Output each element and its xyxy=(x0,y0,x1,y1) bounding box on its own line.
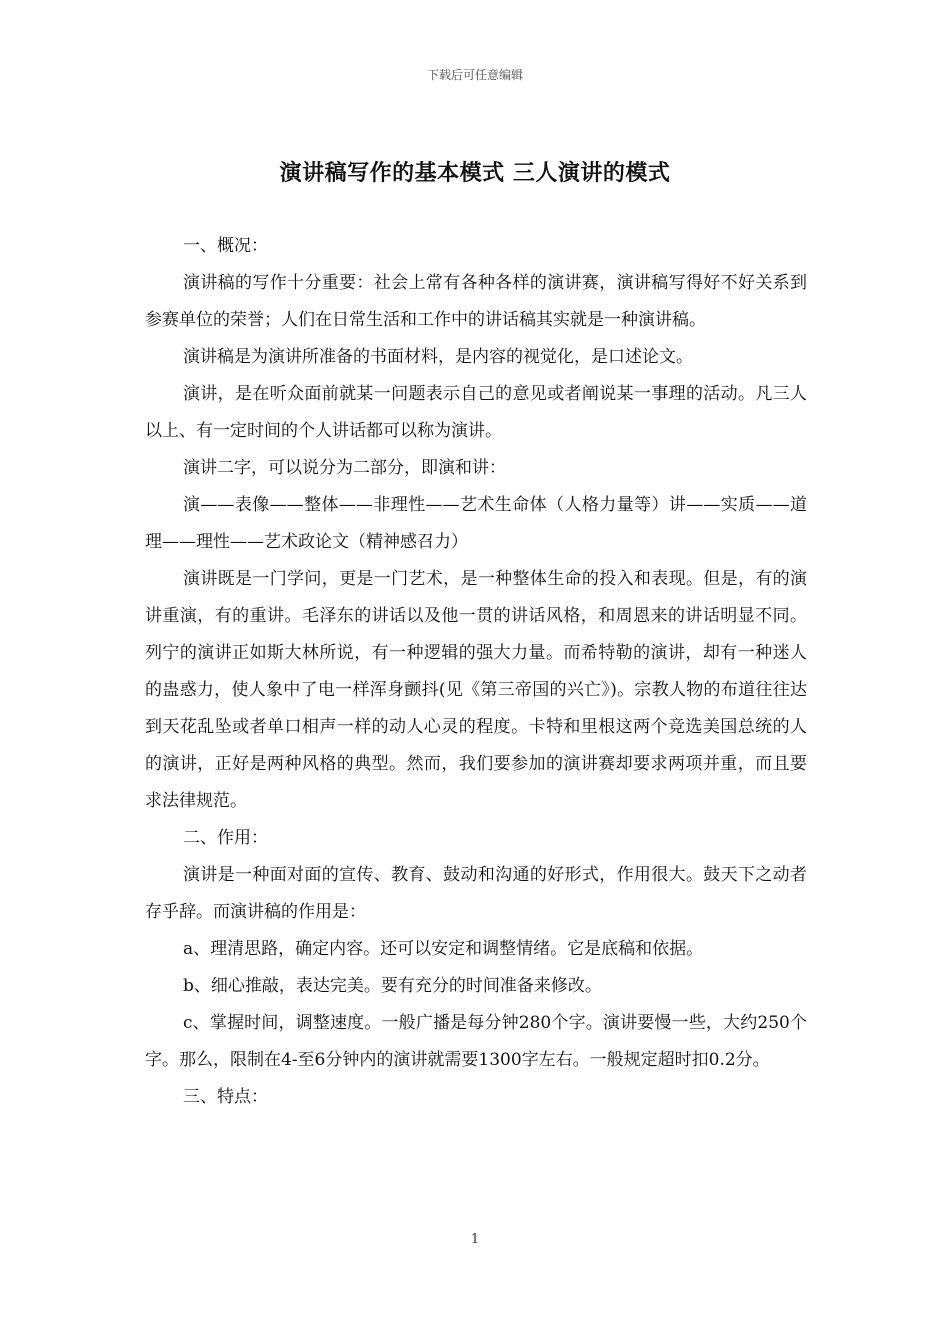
section-heading-overview: 一、概况： xyxy=(183,236,268,256)
paragraph: 演讲稿是为演讲所准备的书面材料，是内容的视觉化，是口述论文。 xyxy=(183,347,693,367)
paragraph: 演讲是一种面对面的宣传、教育、鼓动和沟通的好形式，作用很大。鼓天下之动者存乎辞。而演讲稿的作用是： xyxy=(145,865,807,922)
paragraph: 演讲稿的写作十分重要：社会上常有各种各样的演讲赛，演讲稿写得好不好关系到参赛单位的荣誉；人们在日常生活和工作中的讲话稿其实就是一种演讲稿。 xyxy=(145,273,807,330)
list-item: a、理清思路，确定内容。还可以安定和调整情绪。它是底稿和依据。 xyxy=(183,939,704,959)
paragraph: 演讲二字，可以说分为二部分，即演和讲： xyxy=(183,458,506,478)
document-body xyxy=(145,228,807,1116)
paragraph: 演讲既是一门学问，更是一门艺术，是一种整体生命的投入和表现。但是，有的演讲重演，有的重讲。毛泽东的讲话以及他一贯的讲话风格，和周恩来的讲话明显不同。列宁的演讲正如斯大林所说，有一种逻辑的强大力量。而希特勒的演讲，却有一种迷人的蛊惑力，使人象中了电一样浑身颤抖(见《第三帝国的兴亡》)。宗教人物的布道往往达到天花乱坠或者单口相声一样的动人心灵的程度。卡特和里根这两个竞选美国总统的人的演讲，正好是两种风格的典型。然而，我们要参加的演讲赛却要求两项并重，而且要求法律规范。 xyxy=(145,569,807,811)
list-item: c、掌握时间，调整速度。一般广播是每分钟280个字。演讲要慢一些，大约250个字。那么，限制在4-至6分钟内的演讲就需要1300字左右。一般规定超时扣0.2分。 xyxy=(145,1013,807,1070)
section-heading-features: 三、特点： xyxy=(183,1087,268,1107)
header-note: 下载后可任意编辑 xyxy=(426,68,523,82)
paragraph: 演讲，是在听众面前就某一问题表示自己的意见或者阐说某一事理的活动。凡三人以上、有一定时间的个人讲话都可以称为演讲。 xyxy=(145,384,807,441)
paragraph: 演——表像——整体——非理性——艺术生命体（人格力量等）讲——实质——道理——理性——艺术政论文（精神感召力） xyxy=(145,495,807,552)
page-number: 1 xyxy=(470,1232,480,1247)
document-title: 演讲稿写作的基本模式 三人演讲的模式 xyxy=(279,161,671,186)
section-heading-function: 二、作用： xyxy=(183,828,268,848)
list-item: b、细心推敲，表达完美。要有充分的时间准备来修改。 xyxy=(183,976,602,996)
